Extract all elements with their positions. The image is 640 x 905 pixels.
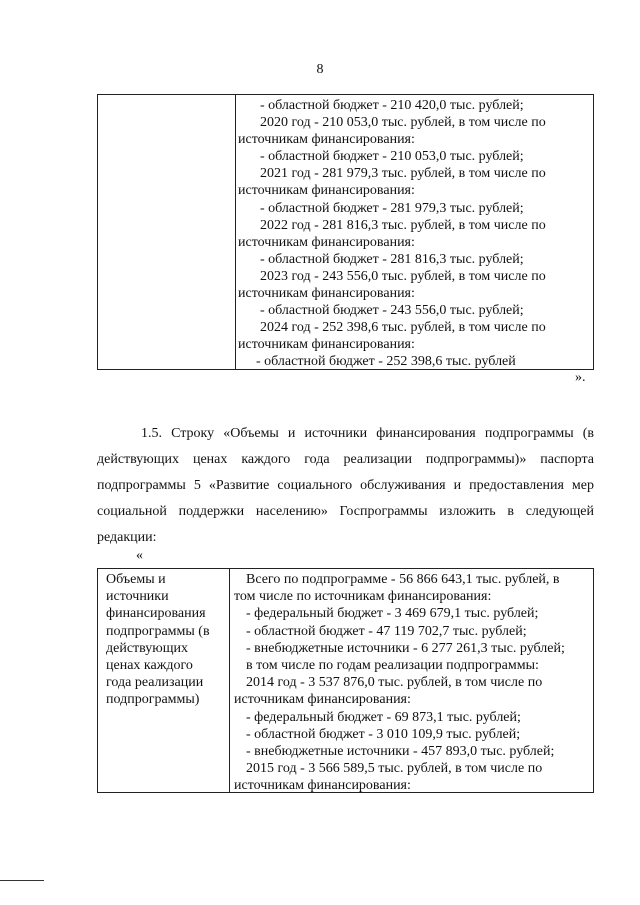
paragraph-text: 1.5. Строку «Объемы и источники финансирования подпрограммы (в действующих ценах каждого года реализации подпрограммы)» паспорта подпрограммы 5 «Развитие социального обслуживания и предоставления мер социальной поддержки населению» Госпрограммы изложить в следующей редакции: [97,426,594,545]
table-line: источникам финансирования: [238,183,415,199]
row-header-cell [106,571,226,709]
row-header-line: подпрограммы) [106,692,200,708]
table-line: том числе по источникам финансирования: [234,589,492,605]
table-line: 2020 год - 210 053,0 тыс. рублей, в том числе по [260,115,546,131]
table-line: в том числе по годам реализации подпрограммы: [246,658,539,674]
table-column-divider [229,569,230,792]
row-header-line: года реализации [106,675,204,691]
table-line: источникам финансирования: [234,692,411,708]
funding-cell [238,97,588,371]
closing-quote: ». [575,370,586,385]
table-line: источникам финансирования: [238,286,415,302]
table-line: Всего по подпрограмме - 56 866 643,1 тыс. рублей, в [246,572,560,587]
amendment-paragraph [97,421,594,551]
table-line: 2023 год - 243 556,0 тыс. рублей, в том числе по [260,268,546,284]
row-header-line: действующих [106,640,189,656]
table-line: - областной бюджет - 210 420,0 тыс. рублей; [260,98,524,113]
table-line: 2022 год - 281 816,3 тыс. рублей, в том числе по [260,217,546,233]
table-line: источникам финансирования: [234,778,411,794]
funding-cell [234,571,589,795]
table-line: - областной бюджет - 281 979,3 тыс. рублей; [260,200,524,216]
table-line: источникам финансирования: [238,234,415,250]
subprogram-funding-table [97,568,594,793]
page-number: 8 [316,62,324,77]
table-line: - областной бюджет - 281 816,3 тыс. рублей; [260,251,524,267]
row-header-line: источники [106,589,169,605]
table-line: - внебюджетные источники - 457 893,0 тыс. рублей; [246,744,555,760]
row-header-line: подпрограммы (в [106,623,210,639]
table-line: - областной бюджет - 47 119 702,7 тыс. рублей; [246,623,527,639]
table-line: - областной бюджет - 243 556,0 тыс. рублей; [260,303,524,319]
row-header-line: финансирования [106,606,206,622]
table-line: источникам финансирования: [238,337,415,353]
table-line: 2024 год - 252 398,6 тыс. рублей, в том числе по [260,320,546,336]
table-line: - внебюджетные источники - 6 277 261,3 тыс. рублей; [246,640,565,656]
funding-table-continued [97,94,594,370]
table-line: - федеральный бюджет - 69 873,1 тыс. рублей; [246,709,521,725]
table-line: источникам финансирования: [238,132,415,148]
opening-quote: « [136,548,143,563]
table-line: 2014 год - 3 537 876,0 тыс. рублей, в том числе по [246,675,543,691]
row-header-line: ценах каждого [106,658,193,674]
table-line: - областной бюджет - 210 053,0 тыс. рублей; [260,149,524,165]
table-line: - областной бюджет - 3 010 109,9 тыс. рублей; [246,726,521,742]
table-line: 2021 год - 281 979,3 тыс. рублей, в том числе по [260,166,546,182]
footer-rule [0,880,44,881]
row-header-line: Объемы и [106,572,166,587]
table-line: 2015 год - 3 566 589,5 тыс. рублей, в том числе по [246,761,543,777]
table-line: - федеральный бюджет - 3 469 679,1 тыс. рублей; [246,606,539,622]
table-line: - областной бюджет - 252 398,6 тыс. рублей [256,354,516,370]
table-column-divider [235,95,236,369]
